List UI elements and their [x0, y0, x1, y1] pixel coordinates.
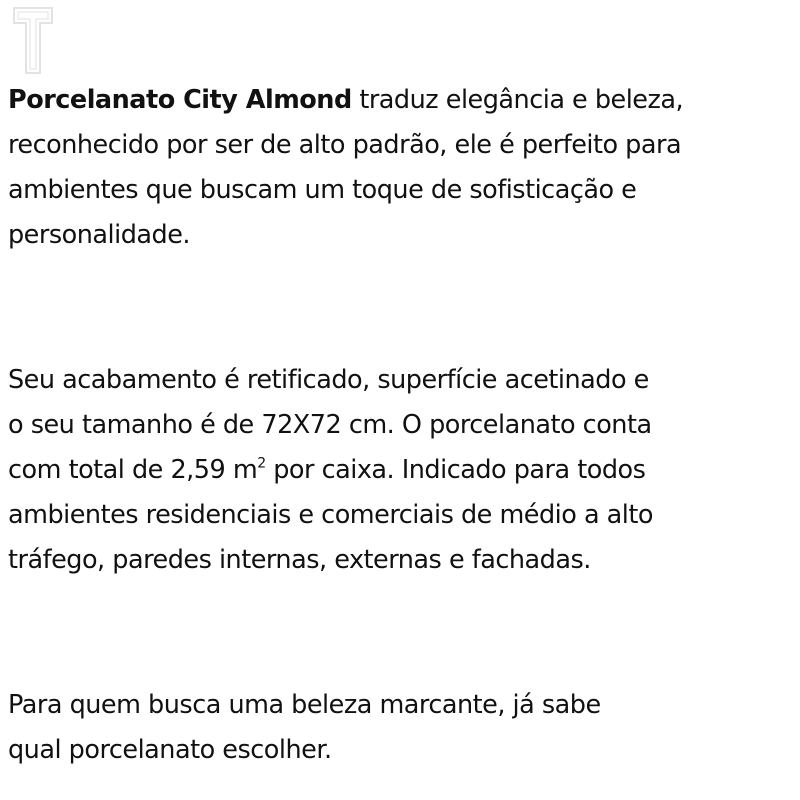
paragraph-specs-line-5: tráfego, paredes internas, externas e fachadas. [8, 545, 591, 575]
paragraph-intro-line-1: Porcelanato City Almond traduz elegância e beleza, [8, 85, 684, 115]
square-meter-superscript: 2 [257, 455, 266, 472]
paragraph-specs-line-4: ambientes residenciais e comerciais de médio a alto [8, 500, 653, 530]
product-name: Porcelanato City Almond [8, 85, 352, 115]
paragraph-specs-line-3: com total de 2,59 $m^2$ por caixa. Indicado para todos [8, 455, 646, 485]
letter-t-logo-icon [13, 7, 53, 74]
paragraph-specs-line-2: o seu tamanho é de 72X72 cm. O porcelanato conta [8, 410, 652, 440]
paragraph-specs-line-1: Seu acabamento é retificado, superfície acetinado e [8, 365, 649, 395]
paragraph-intro-line-2: reconhecido por ser de alto padrão, ele é perfeito para [8, 130, 682, 160]
paragraph-closing-line-1: Para quem busca uma beleza marcante, já sabe [8, 690, 601, 720]
paragraph-intro [8, 78, 788, 258]
paragraph-closing-line-2: qual porcelanato escolher. [8, 735, 332, 765]
product-description [8, 78, 788, 773]
paragraph-closing [8, 683, 788, 773]
paragraph-intro-line-3: ambientes que buscam um toque de sofisticação e [8, 175, 637, 205]
paragraph-specs [8, 358, 788, 583]
paragraph-intro-line-4: personalidade. [8, 220, 190, 250]
